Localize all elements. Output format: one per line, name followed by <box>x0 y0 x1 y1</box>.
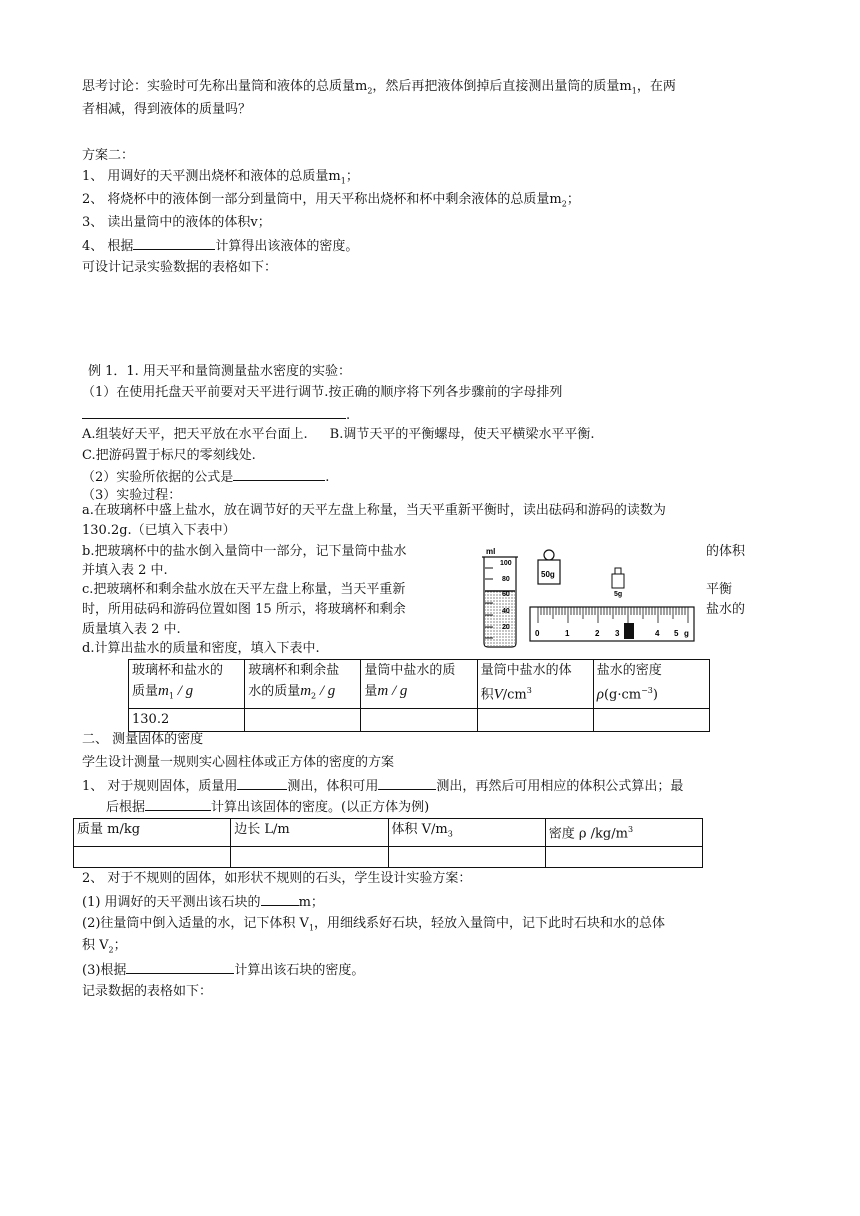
table-header-cell: 质量 m/kg <box>74 819 231 847</box>
record-table-note: 记录数据的表格如下： <box>82 984 213 999</box>
step-c-line-2-right: 盐水的 <box>706 602 746 617</box>
scale-label: 3 <box>615 629 620 638</box>
cylinder-unit: ml <box>486 547 496 556</box>
text: 密度 ρ /kg/m <box>548 826 628 842</box>
subscript: 2 <box>561 199 567 209</box>
step-a-line-2: 130.2g.（已填入下表中） <box>82 523 236 538</box>
table-header-cell <box>477 660 593 709</box>
symbol: ρ <box>596 686 604 703</box>
scale-label: 0 <box>535 629 540 638</box>
header-text: 玻璃杯和盐水的 <box>132 663 224 678</box>
irregular-step-2-line-1 <box>82 915 665 938</box>
example-option-c: C.把游码置于标尺的零刻线处. <box>82 448 256 463</box>
table-header-cell <box>361 660 477 709</box>
plan2-step-2 <box>82 191 580 214</box>
fill-blank[interactable] <box>378 776 436 790</box>
regular-solid-line-2 <box>106 797 429 817</box>
table-header-cell: 边长 L/m <box>231 819 388 847</box>
unit: /cm <box>502 687 527 703</box>
header-text <box>364 681 473 702</box>
table-header-cell <box>388 819 545 847</box>
text: ，用细线系好石块，轻放入量筒中，记下此时石块和水的总体 <box>314 916 666 931</box>
irregular-solid-intro: 2、 对于不规则的固体，如形状不规则的石头，学生设计实验方案： <box>82 871 472 886</box>
header-text: 量筒中盐水的体 <box>480 663 572 678</box>
subscript: 1 <box>308 923 315 933</box>
table-cell[interactable] <box>245 708 361 731</box>
text: 计算出该石块的密度。 <box>234 963 365 978</box>
text: 计算得出该液体的密度。 <box>215 239 359 254</box>
scale-label: 2 <box>595 629 600 638</box>
header-text <box>481 681 590 705</box>
cylinder-tick: 40 <box>502 608 510 615</box>
text: ) <box>652 687 658 703</box>
text: ，然后再把液体倒掉后直接测出量筒的质量m <box>372 79 632 94</box>
header-text: 玻璃杯和剩余盐 <box>248 663 340 678</box>
symbol: m <box>377 683 389 699</box>
table-cell[interactable] <box>74 846 231 867</box>
text: 体积 V/m <box>391 822 448 837</box>
superscript: −3 <box>641 686 653 695</box>
text: （2）实验所依据的公式是 <box>82 470 234 485</box>
fill-blank[interactable] <box>261 892 299 906</box>
table-row <box>74 846 703 867</box>
text: 4、 根据 <box>82 239 134 254</box>
text: 后根据 <box>106 800 146 815</box>
cylinder-tick: 100 <box>500 560 512 567</box>
table-cell[interactable] <box>388 846 545 867</box>
example-options-ab <box>82 426 594 444</box>
table-header-cell <box>593 660 709 709</box>
table-cell[interactable] <box>545 846 702 867</box>
header-text <box>248 681 357 707</box>
text: ，在两 <box>636 79 676 94</box>
discussion-line-1 <box>82 78 676 101</box>
header-text: 量筒中盐水的质 <box>364 663 456 678</box>
rider-scale <box>530 607 694 641</box>
cylinder-tick: 60 <box>502 591 510 598</box>
subscript: 1 <box>168 691 174 701</box>
text: (2)往量筒中倒入适量的水，记下体积 V <box>82 916 309 931</box>
plan2-step-4 <box>82 236 358 256</box>
text: ； <box>566 192 580 207</box>
weight-50g-label: 50g <box>541 570 555 579</box>
subscript: 2 <box>367 86 373 96</box>
fill-blank[interactable] <box>145 797 211 811</box>
subscript: 2 <box>108 945 114 955</box>
unit: / g <box>173 683 194 699</box>
rider-icon <box>624 623 634 639</box>
step-c-line-3: 质量填入表 2 中. <box>82 622 181 637</box>
text: 2、 将烧杯中的液体倒一部分到量筒中，用天平称出烧杯和杯中剩余液体的总质量m <box>82 192 562 207</box>
fill-blank[interactable] <box>233 467 325 481</box>
text: m； <box>298 895 324 910</box>
symbol: m <box>158 683 169 699</box>
text: (1) 用调好的天平测出该石块的 <box>82 895 261 910</box>
step-c-line-1-right: 平衡 <box>706 582 733 597</box>
example-title: 例 1．1. 用天平和量筒测量盐水密度的实验： <box>88 364 351 379</box>
subscript: 1 <box>340 176 346 186</box>
text: 积 <box>480 687 494 703</box>
text: . <box>325 470 330 485</box>
table-header-cell <box>545 819 702 847</box>
salt-water-table <box>128 659 710 732</box>
scale-label: 1 <box>565 629 570 638</box>
plan2-step-3: 3、 读出量筒中的液体的体积v； <box>82 215 271 230</box>
plan2-table-note: 可设计记录实验数据的表格如下： <box>82 260 278 275</box>
header-text <box>597 681 706 705</box>
text: 1、 对于规则固体，质量用 <box>82 779 238 794</box>
step-d-line: d.计算出盐水的质量和密度，填入下表中. <box>82 641 320 656</box>
cylinder-tick: 80 <box>502 576 510 583</box>
step-b-line-1: b.把玻璃杯中的盐水倒入量筒中一部分，记下量筒中盐水 <box>82 544 407 559</box>
example-q2 <box>82 467 329 487</box>
section-2-title: 二、 测量固体的密度 <box>82 732 204 747</box>
table-cell[interactable] <box>231 846 388 867</box>
text: 计算出该固体的密度。(以正方体为例) <box>211 800 430 815</box>
scale-label: 4 <box>655 629 660 638</box>
symbol: m <box>300 683 312 699</box>
header-text <box>132 681 241 707</box>
subscript: 3 <box>447 829 453 839</box>
step-b-line-1-right: 的体积 <box>706 544 746 559</box>
table-cell[interactable] <box>361 708 477 731</box>
subscript: 1 <box>631 86 637 96</box>
step-c-line-2: 时，所用砝码和游码位置如图 15 所示，将玻璃杯和剩余 <box>82 602 406 617</box>
header-text: 盐水的密度 <box>596 663 662 678</box>
table-cell[interactable] <box>477 708 593 731</box>
measuring-cylinder-icon <box>482 547 518 647</box>
text: 积 V <box>82 938 109 953</box>
example-q3: （3）实验过程： <box>82 488 182 503</box>
weight-5g-label: 5g <box>614 591 623 598</box>
weight-50g-icon <box>538 550 560 584</box>
fill-blank[interactable] <box>133 236 215 250</box>
unit: (g·cm <box>603 687 642 703</box>
regular-solid-table <box>73 818 703 868</box>
step-b-line-2: 并填入表 2 中. <box>82 563 168 578</box>
option-b: B.调节天平的平衡螺母，使天平横梁水平平衡. <box>329 427 595 442</box>
irregular-step-1 <box>82 892 324 912</box>
irregular-step-2-line-2 <box>82 937 127 960</box>
step-c-line-1: c.把玻璃杯和剩余盐水放在天平左盘上称量，当天平重新 <box>82 582 406 597</box>
fill-blank[interactable] <box>237 776 287 790</box>
symbol: V <box>493 686 503 703</box>
example-q1-answer <box>82 405 350 425</box>
table-header-cell <box>129 660 245 709</box>
plan2-step-1 <box>82 168 359 191</box>
scale-label: 5 <box>674 629 679 638</box>
unit: / g <box>388 683 408 699</box>
table-header-cell <box>245 660 361 709</box>
text: (3)根据 <box>82 963 127 978</box>
text: ； <box>113 938 127 953</box>
text: 测出，体积可用 <box>287 779 379 794</box>
text: 思考讨论：实验时可先称出量筒和液体的总质量m <box>82 79 368 94</box>
step-a-line-1: a.在玻璃杯中盛上盐水，放在调节好的天平左盘上称量，当天平重新平衡时，读出砝码和游码的读数为 <box>82 503 666 518</box>
section-2-intro: 学生设计测量一规则实心圆柱体或正方体的密度的方案 <box>82 755 395 770</box>
balance-cylinder-figure <box>478 543 696 653</box>
example-q1: （1）在使用托盘天平前要对天平进行调节.按正确的顺序将下列各步骤前的字母排列 <box>82 385 563 400</box>
subscript: 2 <box>311 691 317 701</box>
table-header-row <box>129 660 710 709</box>
fill-blank[interactable] <box>82 405 346 419</box>
text: . <box>346 408 351 423</box>
text: ； <box>345 169 359 184</box>
discussion-line-2: 者相减，得到液体的质量吗？ <box>82 102 252 117</box>
table-row <box>129 708 710 731</box>
text: 量 <box>364 684 378 699</box>
plan2-title: 方案二： <box>82 148 135 163</box>
regular-solid-line-1 <box>82 776 683 796</box>
text: 质量 <box>132 684 159 699</box>
superscript: 3 <box>526 686 532 695</box>
weight-5g-icon <box>612 568 624 598</box>
cylinder-tick: 20 <box>502 624 510 631</box>
unit: / g <box>316 683 336 699</box>
superscript: 3 <box>627 825 634 834</box>
text: 水的质量 <box>248 684 301 699</box>
table-cell[interactable] <box>593 708 709 731</box>
fill-blank[interactable] <box>126 960 234 974</box>
irregular-step-3 <box>82 960 364 980</box>
text: 测出，再然后可用相应的体积公式算出；最 <box>436 779 684 794</box>
text: 1、 用调好的天平测出烧杯和液体的总质量m <box>82 169 341 184</box>
table-header-row <box>74 819 703 847</box>
table-cell: 130.2 <box>129 708 245 731</box>
option-a: A.组装好天平，把天平放在水平台面上. <box>82 427 308 442</box>
scale-label: g <box>684 629 689 638</box>
